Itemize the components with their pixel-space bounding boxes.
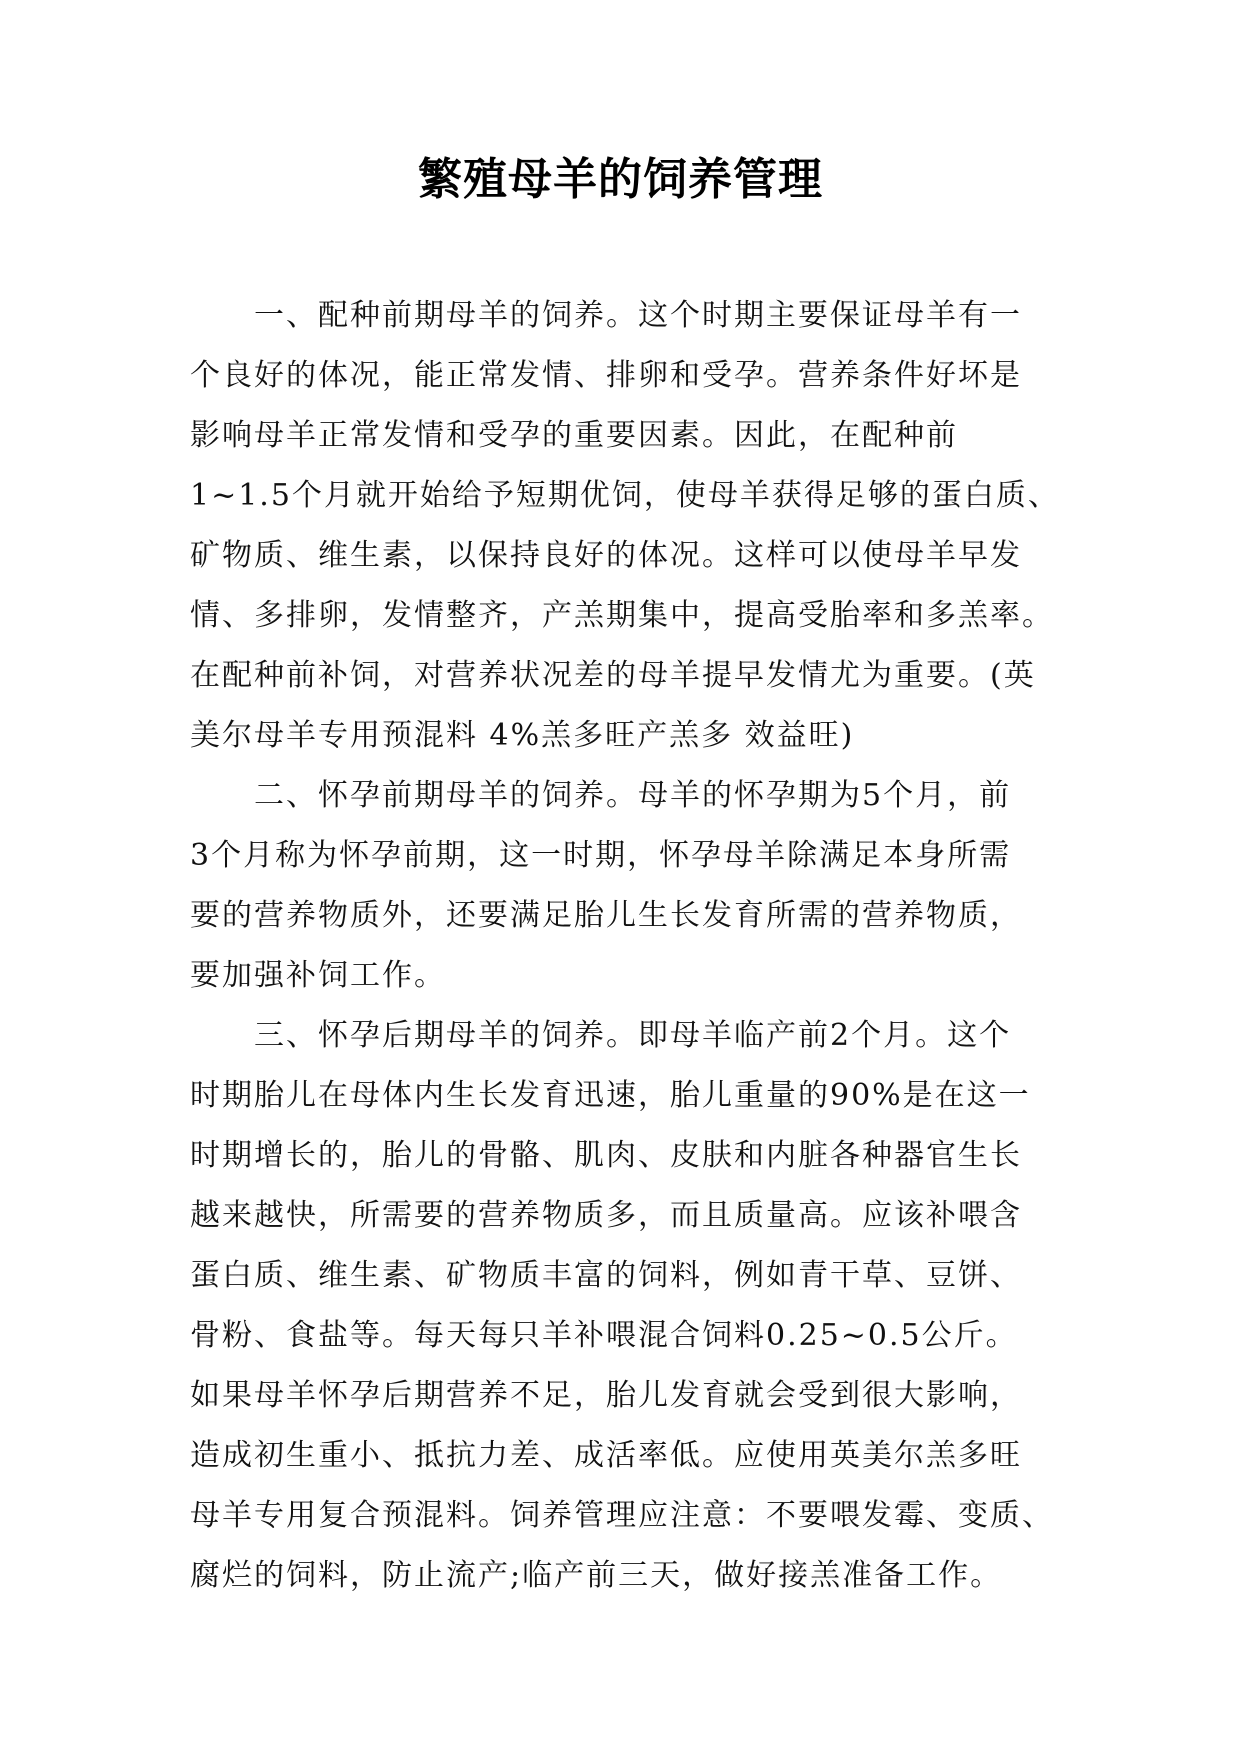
paragraph-1-line-2: 个良好的体况，能正常发情、排卵和受孕。营养条件好坏是: [190, 358, 1022, 393]
paragraph-3-line-3: 时期增长的，胎儿的骨骼、肌肉、皮肤和内脏各种器官生长: [190, 1138, 1022, 1173]
paragraph-3-line-4: 越来越快，所需要的营养物质多，而且质量高。应该补喂含: [190, 1198, 1022, 1233]
paragraph-1-line-6: 情、多排卵，发情整齐，产羔期集中，提高受胎率和多羔率。: [190, 598, 1054, 633]
paragraph-3-line-5: 蛋白质、维生素、矿物质丰富的饲料，例如青干草、豆饼、: [190, 1258, 1022, 1293]
paragraph-3-line-8: 造成初生重小、抵抗力差、成活率低。应使用英美尔羔多旺: [190, 1438, 1022, 1473]
paragraph-2-line-1: 二、怀孕前期母羊的饲养。母羊的怀孕期为5个月，前: [254, 778, 1012, 813]
document-body: [190, 286, 1070, 1606]
paragraph-1-line-7: 在配种前补饲，对营养状况差的母羊提早发情尤为重要。(英: [190, 658, 1036, 693]
paragraph-3-line-9: 母羊专用复合预混料。饲养管理应注意：不要喂发霉、变质、: [190, 1498, 1054, 1533]
paragraph-1-line-3: 影响母羊正常发情和受孕的重要因素。因此，在配种前: [190, 418, 958, 453]
paragraph-3-line-6: 骨粉、食盐等。每天每只羊补喂混合饲料0.25~0.5公斤。: [190, 1318, 1018, 1353]
paragraph-2-line-3: 要的营养物质外，还要满足胎儿生长发育所需的营养物质，: [190, 898, 1022, 933]
paragraph-3-line-7: 如果母羊怀孕后期营养不足，胎儿发育就会受到很大影响，: [190, 1378, 1022, 1413]
paragraph-2-line-2: 3个月称为怀孕前期，这一时期，怀孕母羊除满足本身所需: [190, 838, 1012, 873]
paragraph-2-line-4: 要加强补饲工作。: [190, 958, 446, 993]
paragraph-3-line-1: 三、怀孕后期母羊的饲养。即母羊临产前2个月。这个: [254, 1018, 1012, 1053]
paragraph-1-line-4: 1~1.5个月就开始给予短期优饲，使母羊获得足够的蛋白质、: [190, 478, 1060, 513]
paragraph-3-line-10: 腐烂的饲料，防止流产;临产前三天，做好接羔准备工作。: [190, 1558, 1003, 1593]
paragraph-3-line-2: 时期胎儿在母体内生长发育迅速，胎儿重量的90%是在这一: [190, 1078, 1031, 1113]
paragraph-1-line-1: 一、配种前期母羊的饲养。这个时期主要保证母羊有一: [254, 298, 1022, 333]
paragraph-1-line-8: 美尔母羊专用预混料 4%羔多旺产羔多 效益旺): [190, 718, 855, 753]
document-title: 繁殖母羊的饲养管理: [418, 154, 823, 205]
paragraph-1-line-5: 矿物质、维生素，以保持良好的体况。这样可以使母羊早发: [190, 538, 1022, 573]
